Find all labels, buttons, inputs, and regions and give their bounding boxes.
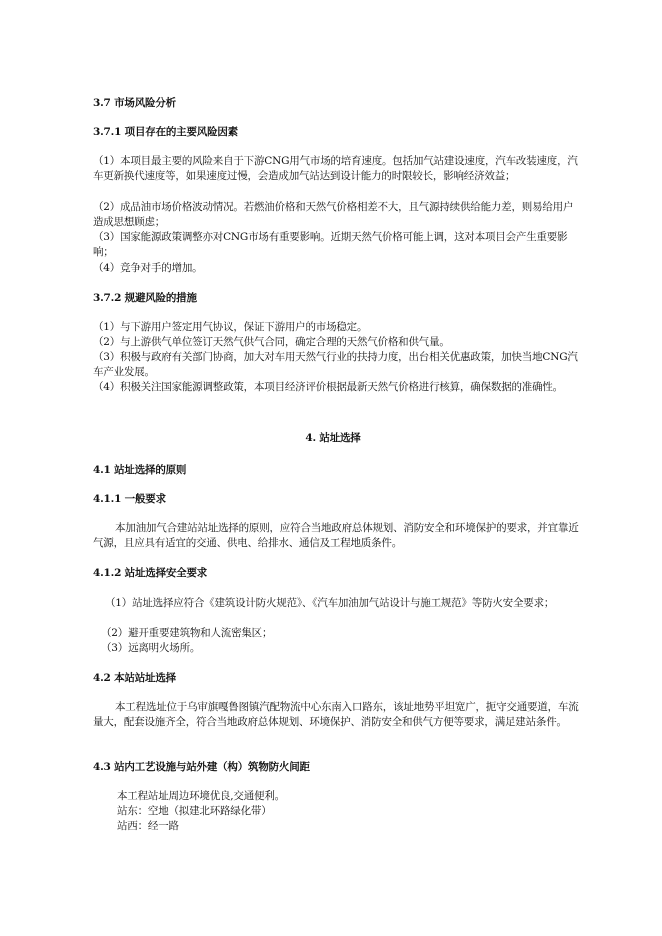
west-boundary-line: 站西：经一路 xyxy=(117,820,179,832)
measure-item-2: （2）与上游供气单位签订天然气供气合同，确定合理的天然气价格和供气量。 xyxy=(93,336,450,348)
heading-4-1: 4.1 站址选择的原则 xyxy=(93,464,187,476)
heading-4-2: 4.2 本站站址选择 xyxy=(93,672,176,684)
heading-3-7-1: 3.7.1 项目存在的主要风险因素 xyxy=(93,126,238,138)
environment-line: 本工程站址周边环境优良,交通便利。 xyxy=(117,790,285,802)
measure-item-1: （1）与下游用户签定用气协议，保证下游用户的市场稳定。 xyxy=(93,321,368,333)
heading-3-7-2: 3.7.2 规避风险的措施 xyxy=(93,292,197,304)
safety-item-2: （2）避开重要建筑物和人流密集区； xyxy=(101,627,273,639)
heading-4-3: 4.3 站内工艺设施与站外建（构）筑物防火间距 xyxy=(93,761,310,773)
heading-4-1-1: 4.1.1 一般要求 xyxy=(93,493,166,505)
heading-4-1-2: 4.1.2 站址选择安全要求 xyxy=(93,567,208,579)
safety-item-3: （3）远离明火场所。 xyxy=(101,642,201,654)
east-boundary-line: 站东：空地（拟建北环路绿化带） xyxy=(117,805,272,817)
measure-item-3: （3）积极与政府有关部门协商，加大对车用天然气行业的扶持力度，出台相关优惠政策，加快当地CNG汽车产业发展。 xyxy=(93,351,578,378)
safety-item-1: （1）站址选择应符合《建筑设计防火规范》、《汽车加油加气站设计与施工规范》等防火安全要求； xyxy=(105,597,555,609)
site-selection-paragraph: 本工程选址位于乌审旗嘎鲁图镇汽配物流中心东南入口路东，该址地势平坦宽广，扼守交通要道，车流量大，配套设施齐全，符合当地政府总体规划、环境保护、消防安全和供气方便等要求，满足建站条件。 xyxy=(93,701,579,728)
heading-4: 4. 站址选择 xyxy=(305,432,361,444)
risk-item-4: （4）竞争对手的增加。 xyxy=(93,262,203,274)
general-requirements-paragraph: 本加油加气合建站站址选择的原则，应符合当地政府总体规划、消防安全和环境保护的要求，并宜靠近气源，且应具有适宜的交通、供电、给排水、通信及工程地质条件。 xyxy=(93,522,579,549)
risk-item-3: （3）国家能源政策调整亦对CNG市场有重要影响。近期天然气价格可能上调，这对本项目会产生重要影响； xyxy=(93,231,568,258)
risk-item-2: （2）成品油市场价格波动情况。若燃油价格和天然气价格相差不大，且气源持续供给能力差，则易给用户造成思想顾虑； xyxy=(93,201,574,228)
measure-item-4: （4）积极关注国家能源调整政策，本项目经济评价根据最新天然气价格进行核算，确保数据的准确性。 xyxy=(93,381,563,393)
heading-3-7: 3.7 市场风险分析 xyxy=(93,97,176,109)
risk-item-1: （1）本项目最主要的风险来自于下游CNG用气市场的培育速度。包括加气站建设速度，汽车改装速度，汽车更新换代速度等，如果速度过慢，会造成加气站达到设计能力的时限较长，影响经济效益； xyxy=(93,155,578,182)
